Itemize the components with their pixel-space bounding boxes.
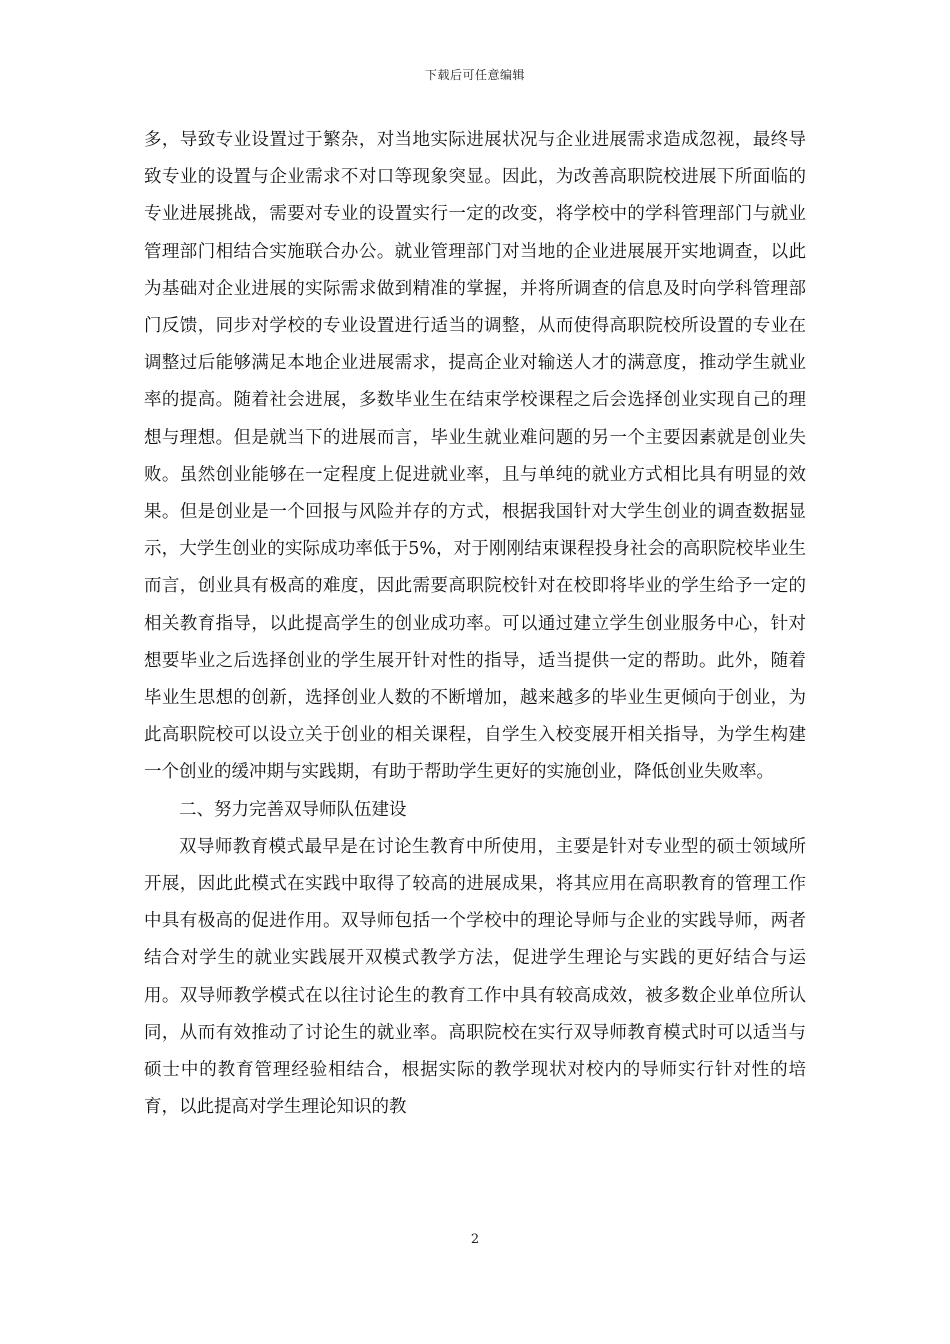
body-paragraph: 双导师教育模式最早是在讨论生教育中所使用，主要是针对专业型的硕士领域所开展，因此此模式在实践中取得了较高的进展成果，将其应用在高职教育的管理工作中具有极高的促进作用。双导师包括一个学校中的理论导师与企业的实践导师，两者结合对学生的就业实践展开双模式教学方法，促进学生理论与实践的更好结合与运用。双导师教学模式在以往讨论生的教育工作中具有较高成效，被多数企业单位所认同，从而有效推动了讨论生的就业率。高职院校在实行双导师教育模式时可以适当与硕士中的教育管理经验相结合，根据实际的教学现状对校内的导师实行针对性的培育，以此提高对学生理论知识的教 xyxy=(144,836,806,1118)
section-heading: 二、努力完善双导师队伍建设 xyxy=(179,799,407,820)
document-body xyxy=(144,122,806,1126)
page-header: 下载后可任意编辑 xyxy=(424,68,525,82)
body-paragraph: 多，导致专业设置过于繁杂，对当地实际进展状况与企业进展需求造成忽视，最终导致专业的设置与企业需求不对口等现象突显。因此，为改善高职院校进展下所面临的专业进展挑战，需要对专业的设置实行一定的改变，将学校中的学科管理部门与就业管理部门相结合实施联合办公。就业管理部门对当地的企业进展展开实地调查，以此为基础对企业进展的实际需求做到精准的掌握，并将所调查的信息及时向学科管理部门反馈，同步对学校的专业设置进行适当的调整，从而使得高职院校所设置的专业在调整过后能够满足本地企业进展需求，提高企业对输送人才的满意度，推动学生就业率的提高。随着社会进展，多数毕业生在结束学校课程之后会选择创业实现自己的理想与理想。但是就当下的进展而言，毕业生就业难问题的另一个主要因素就是创业失败。虽然创业能够在一定程度上促进就业率，且与单纯的就业方式相比具有明显的效果。但是创业是一个回报与风险并存的方式，根据我国针对大学生创业的调查数据显示，大学生创业的实际成功率低于5%，对于刚刚结束课程投身社会的高职院校毕业生而言，创业具有极高的难度，因此需要高职院校针对在校即将毕业的学生给予一定的相关教育指导，以此提高学生的创业成功率。可以通过建立学生创业服务中心，针对想要毕业之后选择创业的学生展开针对性的指导，适当提供一定的帮助。此外，随着毕业生思想的创新，选择创业人数的不断增加，越来越多的毕业生更倾向于创业，为此高职院校可以设立关于创业的相关课程，自学生入校变展开相关指导，为学生构建一个创业的缓冲期与实践期，有助于帮助学生更好的实施创业，降低创业失败率。 xyxy=(144,130,806,783)
page-number: 2 xyxy=(470,1232,480,1247)
